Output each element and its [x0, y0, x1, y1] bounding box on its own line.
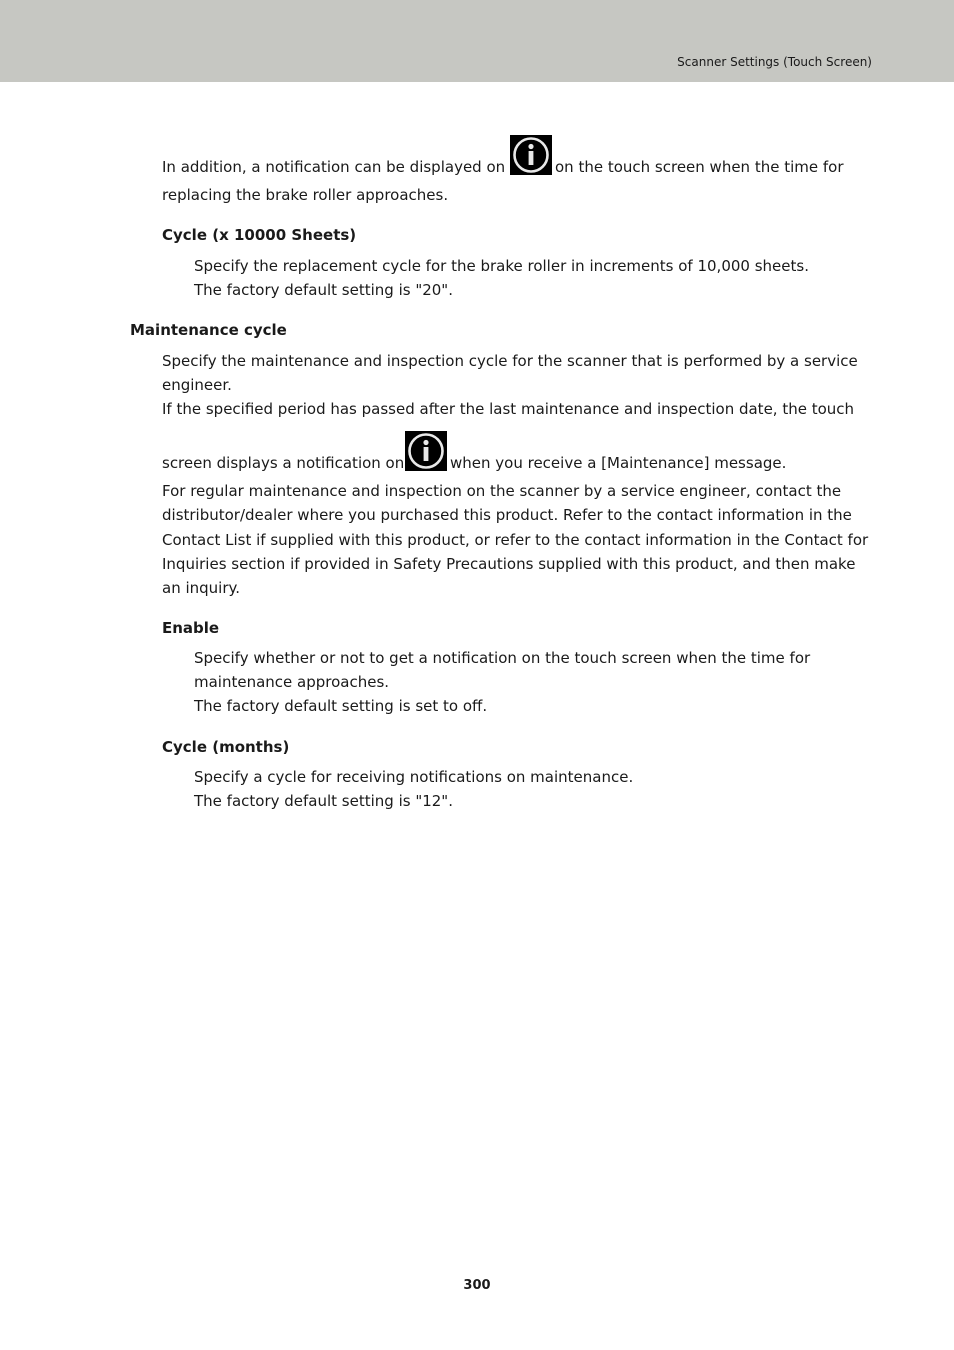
maintenance-line-2: engineer. [162, 376, 232, 394]
cycle-months-heading: Cycle (months) [162, 738, 290, 756]
info-icon [405, 431, 447, 471]
brake-notice-line-2: replacing the brake roller approaches. [162, 186, 449, 204]
info-icon [510, 135, 552, 175]
cycle-sheets-default: The factory default setting is "20". [194, 281, 453, 299]
maintenance-cycle-heading: Maintenance cycle [130, 321, 287, 339]
contact-line-5: an inquiry. [162, 579, 241, 597]
page-header [0, 0, 954, 82]
maintenance-icon-line-after: when you receive a [Maintenance] message. [450, 454, 787, 472]
maintenance-line-3: If the specified period has passed after the last maintenance and inspection date, the touch [162, 400, 855, 418]
cycle-sheets-heading: Cycle (x 10000 Sheets) [162, 226, 357, 244]
brake-notice-text-before-icon: In addition, a notification can be displayed on [162, 158, 506, 176]
enable-default: The factory default setting is set to off. [194, 697, 488, 715]
brake-notice-text-after-icon: on the touch screen when the time for [555, 158, 844, 176]
maintenance-icon-line-before: screen displays a notification on [162, 454, 405, 472]
enable-line-1: Specify whether or not to get a notification on the touch screen when the time for [194, 649, 811, 667]
contact-line-2: distributor/dealer where you purchased this product. Refer to the contact information in the [162, 506, 852, 524]
enable-heading: Enable [162, 619, 220, 637]
contact-line-1: For regular maintenance and inspection on the scanner by a service engineer, contact the [162, 482, 842, 500]
cycle-months-line-1: Specify a cycle for receiving notifications on maintenance. [194, 768, 634, 786]
cycle-months-default: The factory default setting is "12". [194, 792, 453, 810]
page-number: 300 [463, 1278, 491, 1293]
contact-line-4: Inquiries section if provided in Safety Precautions supplied with this product, and then make [162, 555, 856, 573]
cycle-sheets-line-1: Specify the replacement cycle for the brake roller in increments of 10,000 sheets. [194, 257, 809, 275]
header-title: Scanner Settings (Touch Screen) [677, 55, 872, 69]
enable-line-2: maintenance approaches. [194, 673, 390, 691]
contact-line-3: Contact List if supplied with this product, or refer to the contact information in the Contact for [162, 531, 869, 549]
maintenance-line-1: Specify the maintenance and inspection cycle for the scanner that is performed by a service [162, 352, 858, 370]
